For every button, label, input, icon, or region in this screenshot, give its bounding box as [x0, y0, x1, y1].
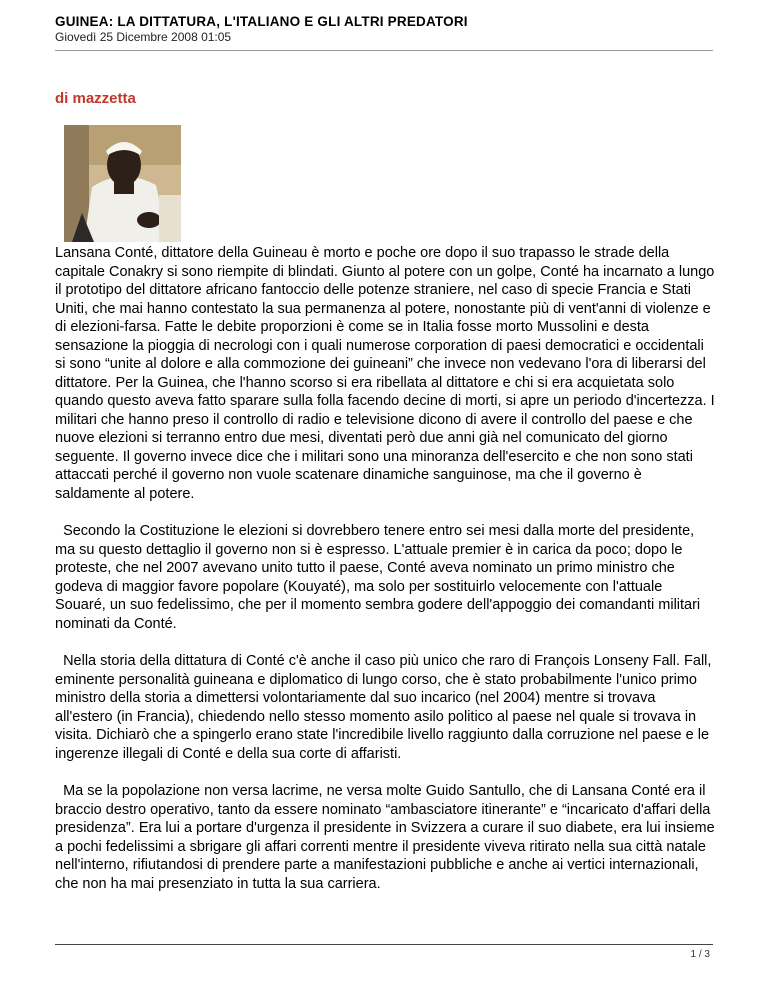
document-title: GUINEA: LA DITTATURA, L'ITALIANO E GLI ALTRI PREDATORI [55, 14, 468, 29]
article-photo [64, 125, 181, 242]
article-paragraph: Nella storia della dittatura di Conté c'è anche il caso più unico che raro di François Lonseny Fall. Fall, eminente personalità guineana e diplomatico di lungo corso, che è stato probabilmente l'unico primo ministro della storia a dimettersi volontariamente dal suo incarico (nel 2004) mentre si trovava all'estero (in Francia), chiedendo nello stesso momento asilo politico al paese nel quale si trovava in visita. Dichiarò che a spingerlo erano state l'incredibile livello raggiunto dalla corruzione nel paese e le ingerenze illegali di Conté e della sua corte di affaristi. [55, 653, 716, 762]
page-header [55, 14, 713, 45]
page-number: 1 / 3 [690, 949, 710, 960]
author-byline: di mazzetta [55, 90, 136, 107]
article-paragraph: Secondo la Costituzione le elezioni si dovrebbero tenere entro sei mesi dalla morte del presidente, ma su questo dettaglio il governo non si è espresso. L'attuale premier è in carica da poco; dopo le proteste, che nel 2007 avevano unito tutto il paese, Conté aveva nominato un primo ministro che godeva di maggior favore popolare (Kouyaté), ma solo per sostituirlo velocemente con l'attuale Souaré, un suo fedelissimo, che per il momento sembra godere dell'appoggio dei comandanti militari nominati da Conté. [55, 523, 705, 632]
header-divider [55, 50, 713, 51]
portrait-image [64, 125, 181, 242]
publish-date: Giovedì 25 Dicembre 2008 01:05 [55, 30, 232, 44]
article-body [55, 244, 719, 912]
footer-divider [55, 944, 713, 945]
article-paragraph: Lansana Conté, dittatore della Guineau è morto e poche ore dopo il suo trapasso le strade della capitale Conakry si sono riempite di blindati. Giunto al potere con un golpe, Conté ha incarnato a lungo il prototipo del dittatore africano fantoccio delle potenze straniere, nel caso di specie Francia e Stati Uniti, che mai hanno contestato la sua permanenza al potere, nonostante più di vent'anni di violenze e di elezioni-farsa. Fatte le debite proporzioni è come se in Italia fosse morto Mussolini e desta sensazione la pioggia di necrologi con i quali numerose corporation di paesi democratici e occidentali si sono “unite al dolore e alla commozione dei guineani” che invece non vedevano l'ora di liberarsi del dittatore. Per la Guinea, che l'hanno scorso si era ribellata al dittatore e chi si era acquietata solo quando questo aveva fatto sparare sulla folla facendo decine di morti, si apre un periodo d'incertezza. I militari che hanno preso il controllo di radio e televisione dicono di avere il controllo del paese e che nuove elezioni si terranno entro due mesi, diventati però due anni già nel comunicato del giorno seguente. Il governo invece dice che i militari sono una minoranza dell'esercito e che non sono stati attaccati perché il governo non vuole scatenare dinamiche sanguinose, ma che il governo è saldamente al potere. [55, 245, 715, 502]
article-paragraph: Ma se la popolazione non versa lacrime, ne versa molte Guido Santullo, che di Lansana Conté era il braccio destro operativo, tanto da essere nominato “ambasciatore itinerante” e “incaricato d'affari della presidenza”. Era lui a portare d'urgenza il presidente in Svizzera a curare il suo diabete, era lui insieme a pochi fedelissimi a sbrigare gli affari correnti mentre il presidente viveva ritirato nella sua città natale nell'interno, rifiutandosi di prendere parte a manifestazioni pubbliche e anche ai vertici internazionali, che non ha mai presenziato in tutta la sua carriera. [55, 783, 719, 892]
